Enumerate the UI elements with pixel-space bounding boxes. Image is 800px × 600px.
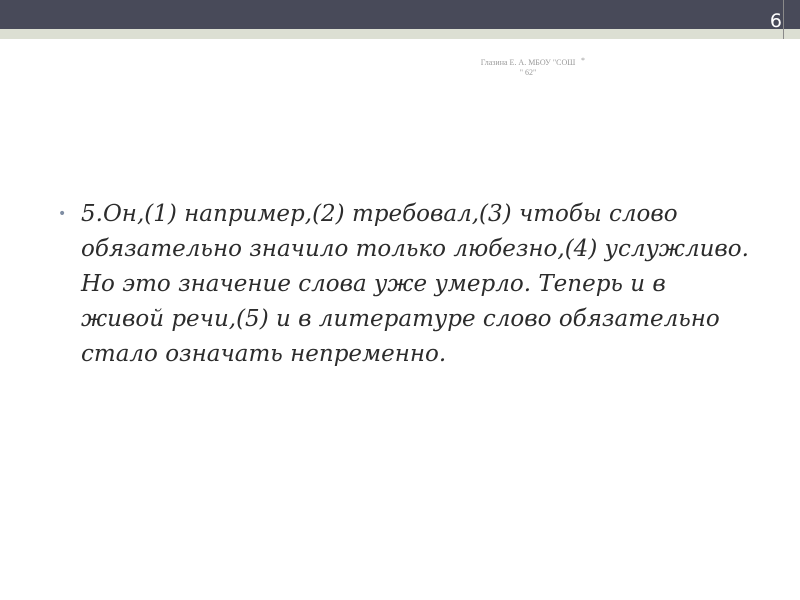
- slide-number: 6: [769, 10, 782, 32]
- bullet-item: [56, 197, 756, 372]
- footer-date: *: [581, 56, 585, 65]
- slide-number-divider: [783, 0, 784, 39]
- bullet-text: 5.Он,(1) например,(2) требовал,(3) чтобы слово обязательно значило только любезно,(4) услужливо. Но это значение слова уже умерло. Теперь и в живой речи,(5) и в литературе слово обязательно стало означать непременно.: [81, 201, 749, 367]
- title-bar-band: [0, 0, 800, 29]
- slide-content: [56, 197, 756, 372]
- footer-author: Глазина Е. А. МБОУ "СОШ " 62": [480, 58, 576, 77]
- accent-stripe: [0, 29, 800, 39]
- bullet-icon: •: [58, 206, 67, 222]
